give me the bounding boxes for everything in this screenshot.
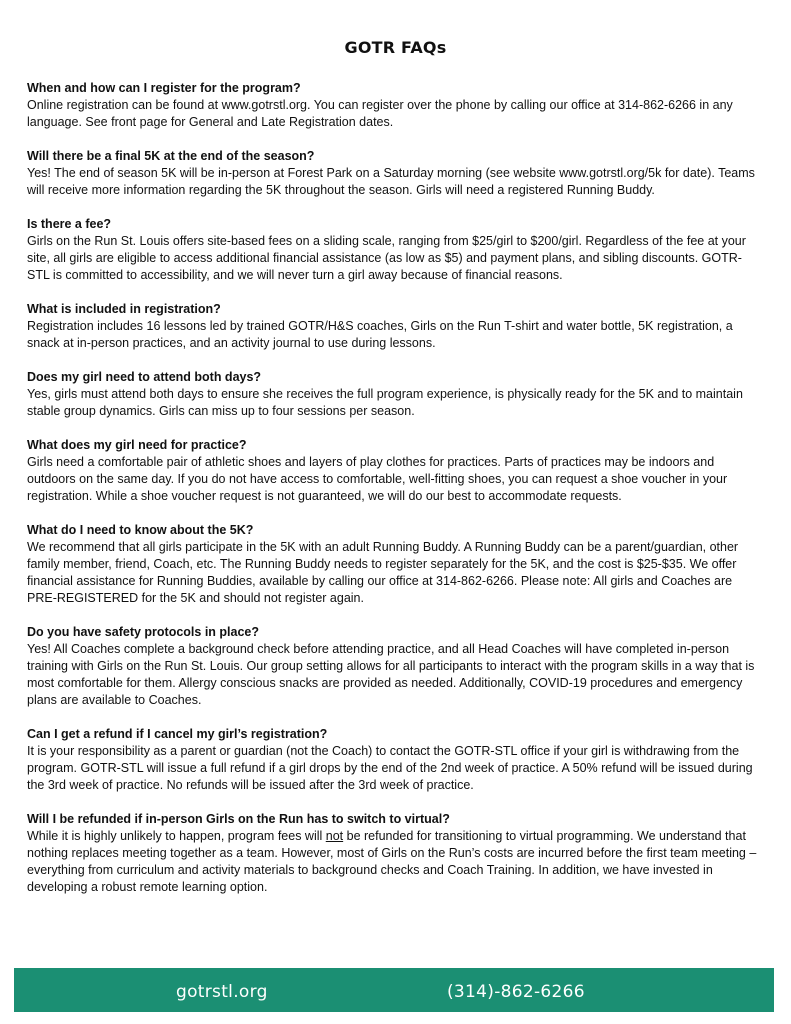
faq-question: Do you have safety protocols in place? <box>27 625 260 639</box>
footer-website: gotrstl.org <box>176 982 268 1002</box>
faq-question: What is included in registration? <box>27 302 221 316</box>
faq-list <box>27 80 757 913</box>
faq-item <box>27 726 757 794</box>
answer-text: While it is highly unlikely to happen, program fees will <box>27 829 326 843</box>
faq-question: Can I get a refund if I cancel my girl’s registration? <box>27 727 328 741</box>
faq-answer: Registration includes 16 lessons led by trained GOTR/H&S coaches, Girls on the Run T-shirt and water bottle, 5K registration, a snack at in-person practices, and an activity journal to use during lessons. <box>27 319 733 350</box>
faq-answer: Yes, girls must attend both days to ensure she receives the full program experience, is physically ready for the 5K and to maintain stable group dynamics. Girls can miss up to four sessions per season. <box>27 387 743 418</box>
faq-question: When and how can I register for the program? <box>27 81 301 95</box>
faq-answer: We recommend that all girls participate in the 5K with an adult Running Buddy. A Running Buddy can be a parent/guardian, other family member, friend, Coach, etc. The Running Buddy needs to register separately for the 5K, and the cost is $25-$35. We offer financial assistance for Running Buddies, available by calling our office at 314-862-6266. Please note: All girls and Coaches are PRE-REGISTERED for the 5K and should not register again. <box>27 540 739 605</box>
faq-question: Does my girl need to attend both days? <box>27 370 262 384</box>
faq-question: What does my girl need for practice? <box>27 438 247 452</box>
faq-answer: Girls need a comfortable pair of athletic shoes and layers of play clothes for practices. Parts of practices may be indoors and outdoors on the same day. If you do not have access to comfortable, well-fitting shoes, you can request a shoe voucher in your registration. While a shoe voucher request is not guaranteed, we will do our best to accommodate requests. <box>27 455 728 503</box>
faq-item <box>27 437 757 505</box>
faq-answer: It is your responsibility as a parent or guardian (not the Coach) to contact the GOTR-STL office if your girl is withdrawing from the program. GOTR-STL will issue a full refund if a girl drops by the end of the 2nd week of practice. A 50% refund will be issued during the 3rd week of practice. No refunds will be issued after the 3rd week of practice. <box>27 744 753 792</box>
faq-item <box>27 811 757 896</box>
faq-answer: Yes! All Coaches complete a background check before attending practice, and all Head Coaches will have completed in-person training with Girls on the Run St. Louis. Our group setting allows for all participants to interact with the program skills in a way that is most comfortable for them. Allergy conscious snacks are provided as needed. Additionally, COVID-19 procedures and emergency plans are available to Coaches. <box>27 642 755 707</box>
faq-answer: Online registration can be found at www.gotrstl.org. You can register over the phone by calling our office at 314-862-6266 in any language. See front page for General and Late Registration dates. <box>27 98 733 129</box>
faq-item <box>27 216 757 284</box>
faq-question: Will there be a final 5K at the end of the season? <box>27 149 315 163</box>
faq-question: Will I be refunded if in-person Girls on the Run has to switch to virtual? <box>27 812 450 826</box>
footer-phone: (314)-862-6266 <box>447 982 585 1002</box>
answer-text: be refunded for transitioning to virtual programming. We understand that nothing replaces meeting together as a team. However, most of Girls on the Run’s costs are incurred before the first team meeting – everything from curriculum and activity materials to background checks and Coach Training. In addition, we have invested in developing a robust remote learning option. <box>27 829 757 894</box>
faq-item <box>27 522 757 607</box>
faq-answer: Yes! The end of season 5K will be in-person at Forest Park on a Saturday morning (see website www.gotrstl.org/5k for date). Teams will receive more information regarding the 5K throughout the season. Girls will need a registered Running Buddy. <box>27 166 755 197</box>
faq-item <box>27 624 757 709</box>
faq-item <box>27 369 757 420</box>
faq-question: Is there a fee? <box>27 217 112 231</box>
faq-answer: Girls on the Run St. Louis offers site-based fees on a sliding scale, ranging from $25/girl to $200/girl. Regardless of the fee at your site, all girls are eligible to access additional financial assistance (as low as $5) and payment plans, and sibling discounts. GOTR-STL is committed to accessibility, and we will never turn a girl away because of financial reasons. <box>27 234 746 282</box>
answer-emphasis: not <box>325 829 344 843</box>
page-title: GOTR FAQs <box>344 38 447 57</box>
faq-answer <box>27 828 757 896</box>
faq-item <box>27 301 757 352</box>
faq-item <box>27 80 757 131</box>
footer-bar <box>14 968 774 1012</box>
faq-item <box>27 148 757 199</box>
faq-question: What do I need to know about the 5K? <box>27 523 254 537</box>
